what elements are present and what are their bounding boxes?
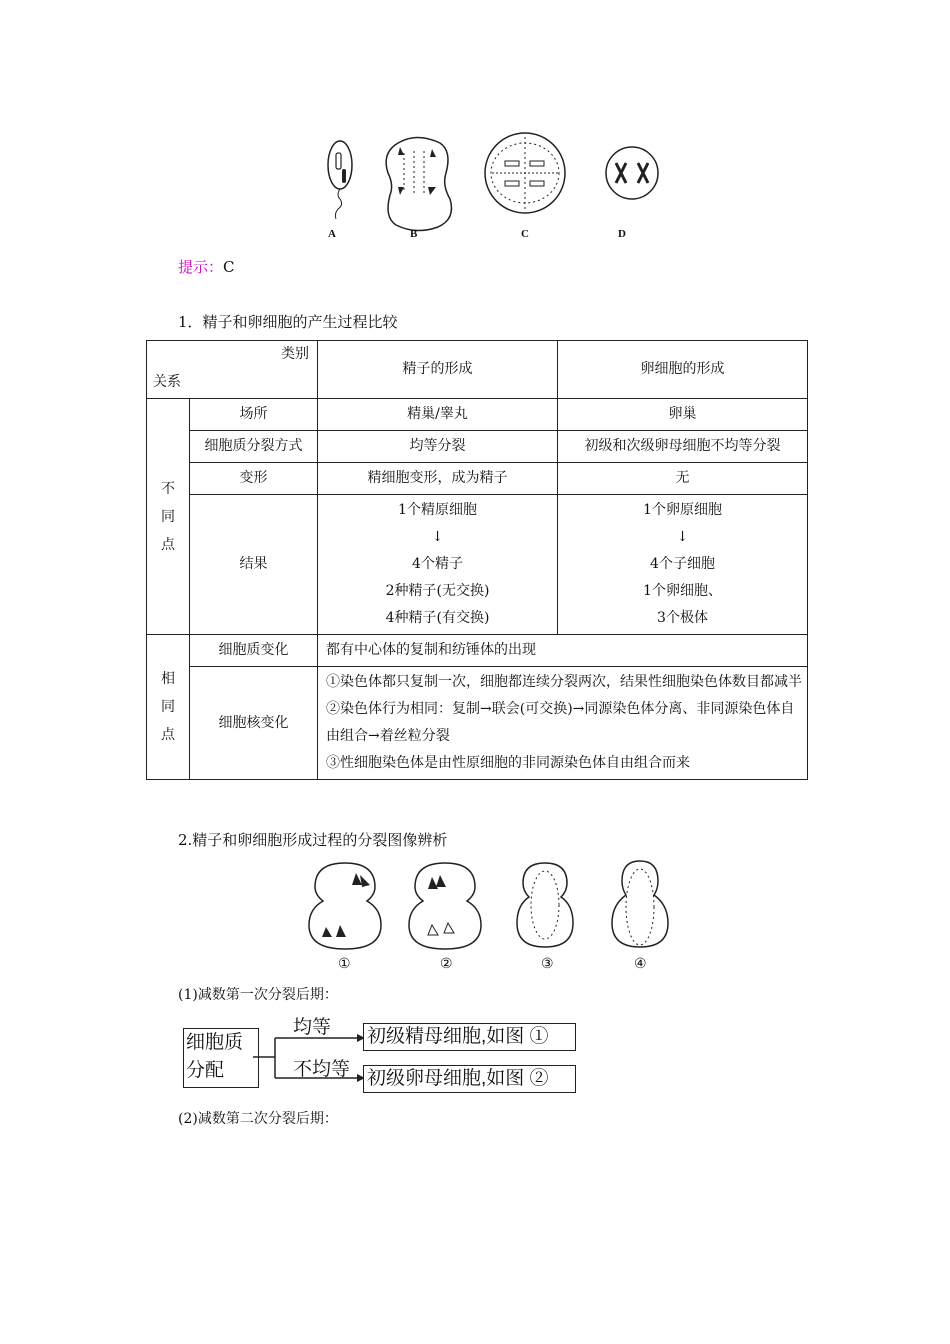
table-group-diff: 不同点 (147, 399, 190, 635)
division-cell-4 (612, 861, 668, 947)
table-corner-top: 类别 (281, 346, 309, 362)
hint-line (178, 256, 235, 277)
nucleus-point: ②染色体行为相同：复制→联会(可交换)→同源染色体分离、非同源染色体自由组合→着丝粒分裂 (326, 701, 795, 744)
result-line: 4个精子 (412, 556, 463, 572)
cell-label-3: ③ (541, 956, 554, 972)
result-line: 3个极体 (657, 610, 708, 626)
figure-label-c: C (521, 228, 529, 240)
flow-branch-equal: 均等 (293, 1017, 332, 1038)
cell-a-drawing (328, 141, 352, 219)
down-arrow: ↓ (676, 529, 689, 545)
figure-label-b: B (410, 228, 418, 240)
table-row-label: 变形 (190, 463, 318, 495)
flow-branch-unequal: 不均等 (293, 1059, 351, 1080)
table-header-egg: 卵细胞的形成 (558, 341, 808, 399)
division-cell-2 (409, 863, 481, 949)
table-row-label: 细胞质变化 (190, 635, 318, 667)
cell-label-1: ① (338, 956, 351, 972)
figure-label-d: D (618, 228, 626, 240)
table-cell-sperm: 精细胞变形，成为精子 (318, 463, 558, 495)
flow-source-box: 细胞质分配 (183, 1028, 259, 1088)
table-cell-same: 都有中心体的复制和纺锤体的出现 (318, 635, 808, 667)
figure-division-cells (300, 855, 680, 955)
cell-c-drawing (485, 133, 565, 213)
section2-title: 2.精子和卵细胞形成过程的分裂图像辨析 (178, 831, 448, 849)
flow-result-equal-box: 初级精母细胞,如图 ① (363, 1023, 576, 1051)
flow-result-unequal-box: 初级卵母细胞,如图 ② (363, 1065, 576, 1093)
table-cell-egg: 无 (558, 463, 808, 495)
nucleus-point: ③性细胞染色体是由性原细胞的非同源染色体自由组合而来 (326, 755, 690, 771)
table-group-same: 相同点 (147, 635, 190, 780)
table-cell-same-nucleus (318, 667, 808, 780)
sub1-title: (1)减数第一次分裂后期： (178, 987, 338, 1003)
sub2-title: (2)减数第二次分裂后期： (178, 1111, 338, 1127)
division-cell-1 (309, 863, 381, 949)
table-cell-sperm-result (318, 495, 558, 635)
table-row-label: 场所 (190, 399, 318, 431)
hint-value: C (223, 258, 235, 276)
result-line: 1个精原细胞 (398, 502, 477, 518)
table-row-label: 细胞核变化 (190, 667, 318, 780)
cell-b-drawing (386, 137, 451, 230)
section1-title: 1．精子和卵细胞的产生过程比较 (178, 313, 398, 331)
table-row-label: 结果 (190, 495, 318, 635)
table-corner-bottom: 关系 (153, 374, 181, 390)
nucleus-point: ①染色体都只复制一次，细胞都连续分裂两次，结果性细胞染色体数目都减半 (326, 674, 802, 690)
result-line: 1个卵细胞、 (643, 583, 722, 599)
result-line: 4个子细胞 (650, 556, 715, 572)
table-row-label: 细胞质分裂方式 (190, 431, 318, 463)
figure-label-a: A (328, 228, 336, 240)
cell-label-2: ② (440, 956, 453, 972)
down-arrow: ↓ (431, 529, 444, 545)
cell-d-drawing (606, 147, 658, 199)
table-cell-egg: 卵巢 (558, 399, 808, 431)
table-cell-egg: 初级和次级卵母细胞不均等分裂 (558, 431, 808, 463)
hint-prefix: 提示： (178, 258, 224, 276)
result-line: 2种精子(无交换) (385, 583, 490, 599)
result-line: 1个卵原细胞 (643, 502, 722, 518)
table-corner-cell (147, 341, 318, 399)
cell-label-4: ④ (634, 956, 647, 972)
table-cell-sperm: 精巢/睾丸 (318, 399, 558, 431)
table-header-sperm: 精子的形成 (318, 341, 558, 399)
table-cell-egg-result (558, 495, 808, 635)
division-cell-3 (517, 863, 573, 947)
comparison-table (146, 340, 808, 780)
figure-cells-abcd (300, 125, 680, 245)
table-cell-sperm: 均等分裂 (318, 431, 558, 463)
result-line: 4种精子(有交换) (385, 610, 490, 626)
